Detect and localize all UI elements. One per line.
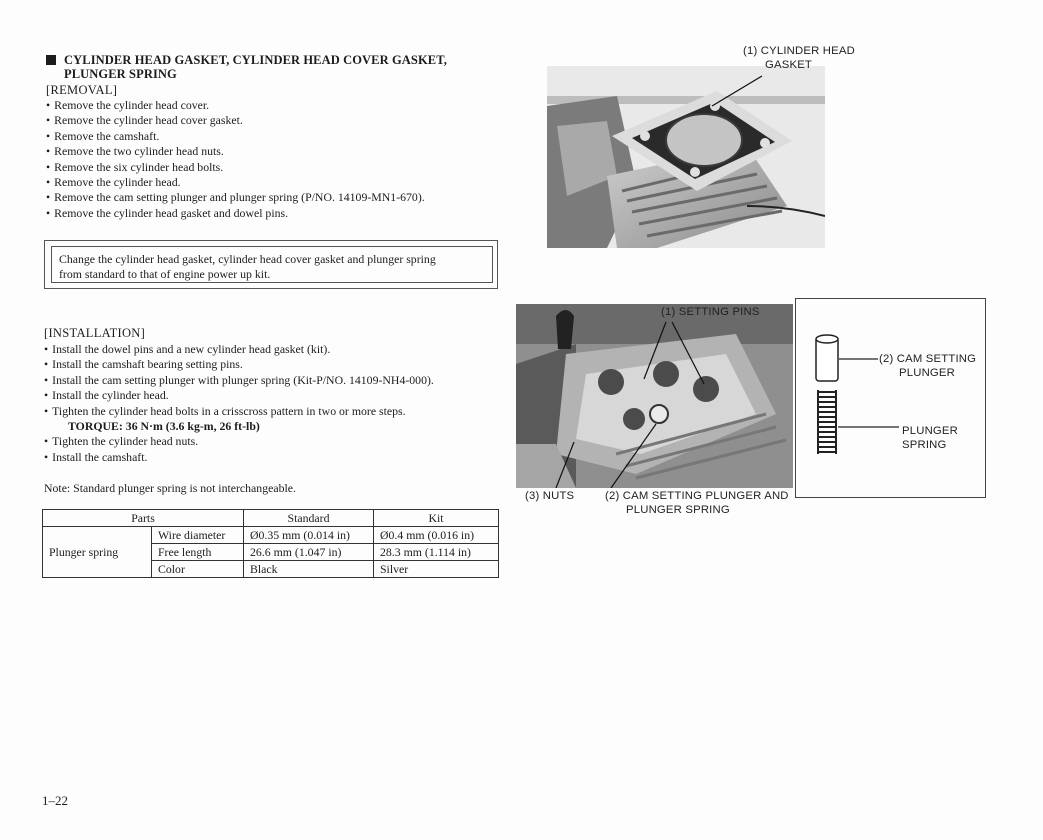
table-header-row [43, 510, 499, 527]
part-name: Plunger spring [43, 527, 152, 578]
plunger-label: (2) CAM SETTING PLUNGER [879, 353, 977, 379]
row-item: Wire diameter [152, 527, 244, 544]
list-item: • Tighten the cylinder head bolts in a crisscross pattern in two or more steps. [44, 404, 514, 419]
installation-steps [44, 342, 514, 465]
list-item: • Remove the two cylinder head nuts. [46, 144, 516, 159]
removal-steps [46, 98, 516, 221]
list-item: • Install the dowel pins and a new cylinder head gasket (kit). [44, 342, 514, 357]
list-item: • Remove the cylinder head cover gasket. [46, 113, 516, 128]
plunger-diagram [795, 298, 986, 498]
table-row [43, 527, 499, 544]
bullet-square-icon [46, 55, 56, 65]
spring-coil-icon [818, 390, 836, 454]
nuts-label: (3) NUTS [525, 490, 575, 502]
cylinder-gasket-photo [547, 66, 825, 248]
row-standard: Ø0.35 mm (0.014 in) [244, 527, 374, 544]
cam-plunger-label: (2) CAM SETTING PLUNGER AND PLUNGER SPRING [605, 490, 789, 516]
list-item: • Install the cylinder head. [44, 388, 514, 403]
cylinder-head-photo [516, 304, 793, 488]
header-parts: Parts [43, 510, 244, 527]
removal-label: [REMOVAL] [46, 83, 118, 97]
list-item: • Install the cam setting plunger with plunger spring (Kit-P/NO. 14109-NH4-000). [44, 373, 514, 388]
list-item: • Remove the six cylinder head bolts. [46, 160, 516, 175]
setting-pins-label: (1) SETTING PINS [661, 306, 760, 318]
row-item: Free length [152, 544, 244, 561]
list-item: • Remove the cylinder head cover. [46, 98, 516, 113]
list-item: • Remove the cylinder head. [46, 175, 516, 190]
page-number: 1–22 [42, 793, 68, 808]
list-item: • Tighten the cylinder head nuts. [44, 434, 514, 449]
row-kit: 28.3 mm (1.114 in) [374, 544, 499, 561]
section-title: CYLINDER HEAD GASKET, CYLINDER HEAD COVER GASKET, PLUNGER SPRING [46, 53, 486, 81]
row-kit: Ø0.4 mm (0.016 in) [374, 527, 499, 544]
notice-line-2: from standard to that of engine power up kit. [59, 266, 271, 281]
list-item: • Remove the camshaft. [46, 129, 516, 144]
notice-line-1: Change the cylinder head gasket, cylinder head cover gasket and plunger spring [59, 252, 436, 266]
row-standard: 26.6 mm (1.047 in) [244, 544, 374, 561]
notice-box [44, 240, 498, 289]
spring-label: PLUNGER SPRING [902, 425, 959, 451]
row-kit: Silver [374, 561, 499, 578]
list-item: • Install the camshaft. [44, 450, 514, 465]
row-item: Color [152, 561, 244, 578]
list-item: • Remove the cam setting plunger and plunger spring (P/NO. 14109-MN1-670). [46, 190, 516, 205]
header-standard: Standard [244, 510, 374, 527]
torque-spec: TORQUE: 36 N·m (3.6 kg-m, 26 ft-lb) [68, 419, 260, 434]
list-item: • Install the camshaft bearing setting pins. [44, 357, 514, 372]
figure1-label: (1) CYLINDER HEAD GASKET [743, 45, 855, 71]
header-kit: Kit [374, 510, 499, 527]
installation-label: [INSTALLATION] [44, 326, 146, 340]
note-text: Note: Standard plunger spring is not interchangeable. [44, 481, 296, 495]
list-item: • Remove the cylinder head gasket and dowel pins. [46, 206, 516, 221]
spec-table [42, 509, 499, 578]
row-standard: Black [244, 561, 374, 578]
